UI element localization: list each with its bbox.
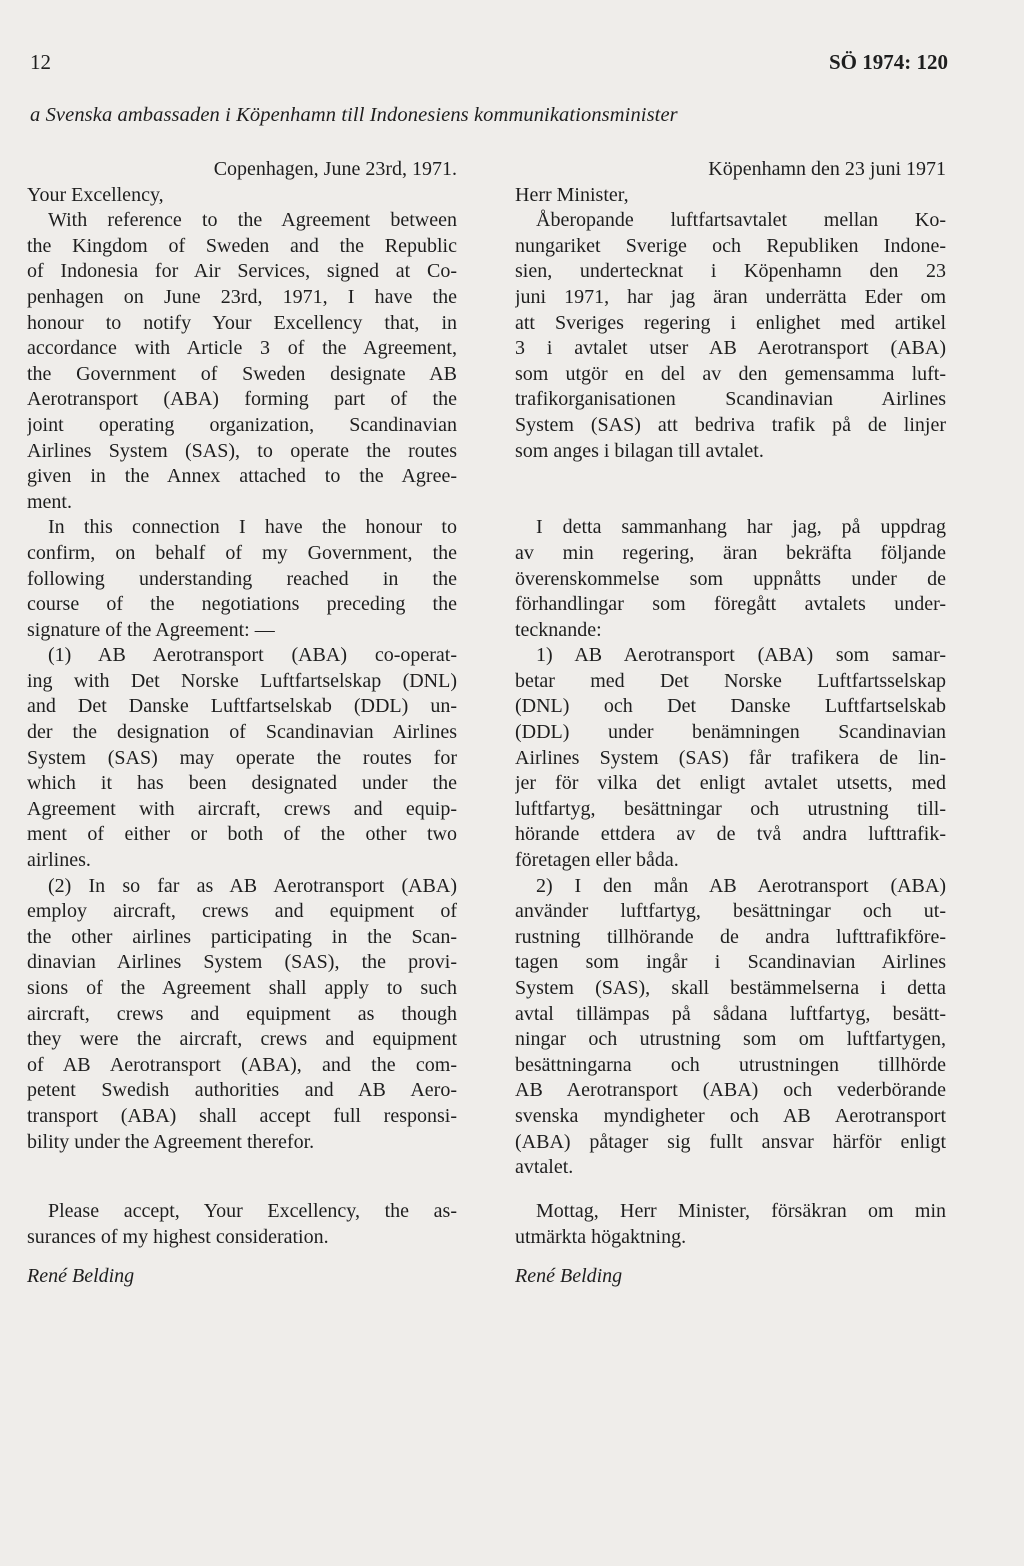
english-salutation: Your Excellency, <box>27 183 164 206</box>
text-line: they were the aircraft, crews and equipment <box>27 1028 457 1051</box>
text-line: (1) AB Aerotransport (ABA) co-operat- <box>48 644 457 667</box>
text-line: ningar och utrustning som om luftfartygen, <box>515 1028 946 1051</box>
text-line: of Indonesia for Air Services, signed at Co- <box>27 260 457 283</box>
text-line: som utgör en del av den gemensamma luft- <box>515 362 946 385</box>
text-line: nungariket Sverige och Republiken Indone- <box>515 234 946 257</box>
text-line: In this connection I have the honour to <box>48 516 457 539</box>
text-line: and Det Danske Luftfartselskab (DDL) un- <box>27 695 457 718</box>
text-line: 3 i avtalet utser AB Aerotransport (ABA) <box>515 337 946 360</box>
page-number: 12 <box>30 50 51 74</box>
text-line: accordance with Article 3 of the Agreement, <box>27 337 457 360</box>
text-line: sions of the Agreement shall apply to such <box>27 977 457 999</box>
text-line: Please accept, Your Excellency, the as- <box>48 1200 457 1222</box>
text-line: System (SAS) may operate the routes for <box>27 746 457 769</box>
text-line: course of the negotiations preceding the <box>27 593 457 616</box>
text-line: rustning tillhörande de andra lufttrafikföre- <box>515 925 946 948</box>
text-line: tecknande: <box>515 618 602 641</box>
text-line: of AB Aerotransport (ABA), and the com- <box>27 1053 457 1076</box>
text-line: ing with Det Norske Luftfartselskap (DNL) <box>27 669 457 692</box>
text-line: utmärkta högaktning. <box>515 1225 687 1248</box>
text-line: avtalet. <box>515 1156 574 1179</box>
text-line: använder luftfartyg, besättningar och ut- <box>515 900 946 923</box>
english-letter <box>27 157 457 1155</box>
text-line: I detta sammanhang har jag, på uppdrag <box>536 516 946 539</box>
text-line: (ABA) påtager sig fullt ansvar härför enligt <box>515 1130 946 1153</box>
letter-title: a Svenska ambassaden i Köpenhamn till Indonesiens kommunikationsminister <box>30 104 678 126</box>
text-line: jer för vilka det enligt avtalet utsetts, med <box>515 772 946 795</box>
text-line: sien, undertecknat i Köpenhamn den 23 <box>515 260 946 283</box>
text-line: following understanding reached in the <box>27 567 457 590</box>
swedish-closing <box>515 1198 946 1249</box>
text-line: av min regering, äran bekräfta följande <box>515 541 946 564</box>
text-line: With reference to the Agreement between <box>48 209 457 232</box>
text-line: der the designation of Scandinavian Airlines <box>27 721 457 744</box>
text-line: Åberopande luftfartsavtalet mellan Ko- <box>536 209 946 232</box>
text-line: bility under the Agreement therefor. <box>27 1130 315 1153</box>
text-line: hörande ettdera av de två andra lufttrafik- <box>515 823 946 846</box>
swedish-letter <box>515 157 946 1181</box>
text-line: given in the Annex attached to the Agree- <box>27 465 457 488</box>
text-line: Mottag, Herr Minister, försäkran om min <box>536 1200 946 1222</box>
text-line: tagen som ingår i Scandinavian Airlines <box>515 951 946 974</box>
english-body <box>27 208 457 1155</box>
text-line: penhagen on June 23rd, 1971, I have the <box>27 285 457 308</box>
text-line: (2) In so far as AB Aerotransport (ABA) <box>48 874 457 897</box>
swedish-salutation: Herr Minister, <box>515 183 629 206</box>
text-line: Airlines System (SAS), to operate the routes <box>27 439 457 462</box>
text-line: petent Swedish authorities and AB Aero- <box>27 1079 457 1102</box>
text-line: besättningarna och utrustningen tillhörde <box>515 1053 946 1076</box>
text-line: surances of my highest consideration. <box>27 1225 329 1248</box>
text-line: employ aircraft, crews and equipment of <box>27 900 457 923</box>
text-line: aircraft, crews and equipment as though <box>27 1002 457 1025</box>
text-line: System (SAS) att bedriva trafik på de linjer <box>515 413 946 436</box>
text-line: AB Aerotransport (ABA) och vederbörande <box>515 1079 946 1102</box>
swedish-body <box>515 208 946 1181</box>
text-line: 2) I den mån AB Aerotransport (ABA) <box>536 874 946 897</box>
text-line: ment. <box>27 490 72 513</box>
text-line: confirm, on behalf of my Government, the <box>27 541 457 564</box>
text-line: företagen eller båda. <box>515 849 679 872</box>
swedish-signature: René Belding <box>515 1265 623 1287</box>
text-line: System (SAS), skall bestämmelserna i detta <box>515 977 946 999</box>
text-line: Aerotransport (ABA) forming part of the <box>27 388 457 411</box>
text-line: the Government of Sweden designate AB <box>27 362 457 385</box>
text-line: som anges i bilagan till avtalet. <box>515 439 764 462</box>
text-line: överenskommelse som uppnåtts under de <box>515 567 946 590</box>
english-signature: René Belding <box>27 1265 135 1287</box>
text-line <box>515 490 946 516</box>
text-line: Airlines System (SAS) får trafikera de lin- <box>515 746 946 769</box>
english-dateline: Copenhagen, June 23rd, 1971. <box>213 158 457 180</box>
text-line: transport (ABA) shall accept full responsi- <box>27 1104 457 1127</box>
text-line: airlines. <box>27 849 91 872</box>
text-line: joint operating organization, Scandinavian <box>27 413 457 436</box>
text-line: avtal tillämpas på sådana luftfartyg, besätt- <box>515 1002 946 1025</box>
document-reference: SÖ 1974: 120 <box>828 50 948 74</box>
text-line: (DDL) under benämningen Scandinavian <box>515 721 946 744</box>
page-header <box>30 50 948 82</box>
text-line: ment of either or both of the other two <box>27 823 457 846</box>
text-line: 1) AB Aerotransport (ABA) som samar- <box>536 644 946 667</box>
text-line: förhandlingar som föregått avtalets under- <box>515 593 946 616</box>
text-line: which it has been designated under the <box>27 772 457 795</box>
text-line: (DNL) och Det Danske Luftfartselskab <box>515 695 946 718</box>
text-line: the Kingdom of Sweden and the Republic <box>27 234 457 257</box>
text-line: Agreement with aircraft, crews and equip- <box>27 797 457 820</box>
english-closing <box>27 1198 457 1249</box>
text-line: the other airlines participating in the Scan- <box>27 925 457 948</box>
text-line <box>515 464 946 490</box>
text-line: svenska myndigheter och AB Aerotransport <box>515 1104 946 1127</box>
text-line: honour to notify Your Excellency that, in <box>27 311 457 334</box>
text-line: dinavian Airlines System (SAS), the provi- <box>27 951 457 974</box>
text-line: luftfartyg, besättningar och utrustning till- <box>515 797 946 820</box>
text-line: trafikorganisationen Scandinavian Airlines <box>515 388 946 411</box>
text-line: signature of the Agreement: — <box>27 618 275 641</box>
swedish-dateline: Köpenhamn den 23 juni 1971 <box>708 158 946 180</box>
text-line: att Sveriges regering i enlighet med artikel <box>515 311 946 334</box>
text-line: betar med Det Norske Luftfartsselskap <box>515 669 946 692</box>
text-line: juni 1971, har jag äran underrätta Eder om <box>515 285 946 308</box>
